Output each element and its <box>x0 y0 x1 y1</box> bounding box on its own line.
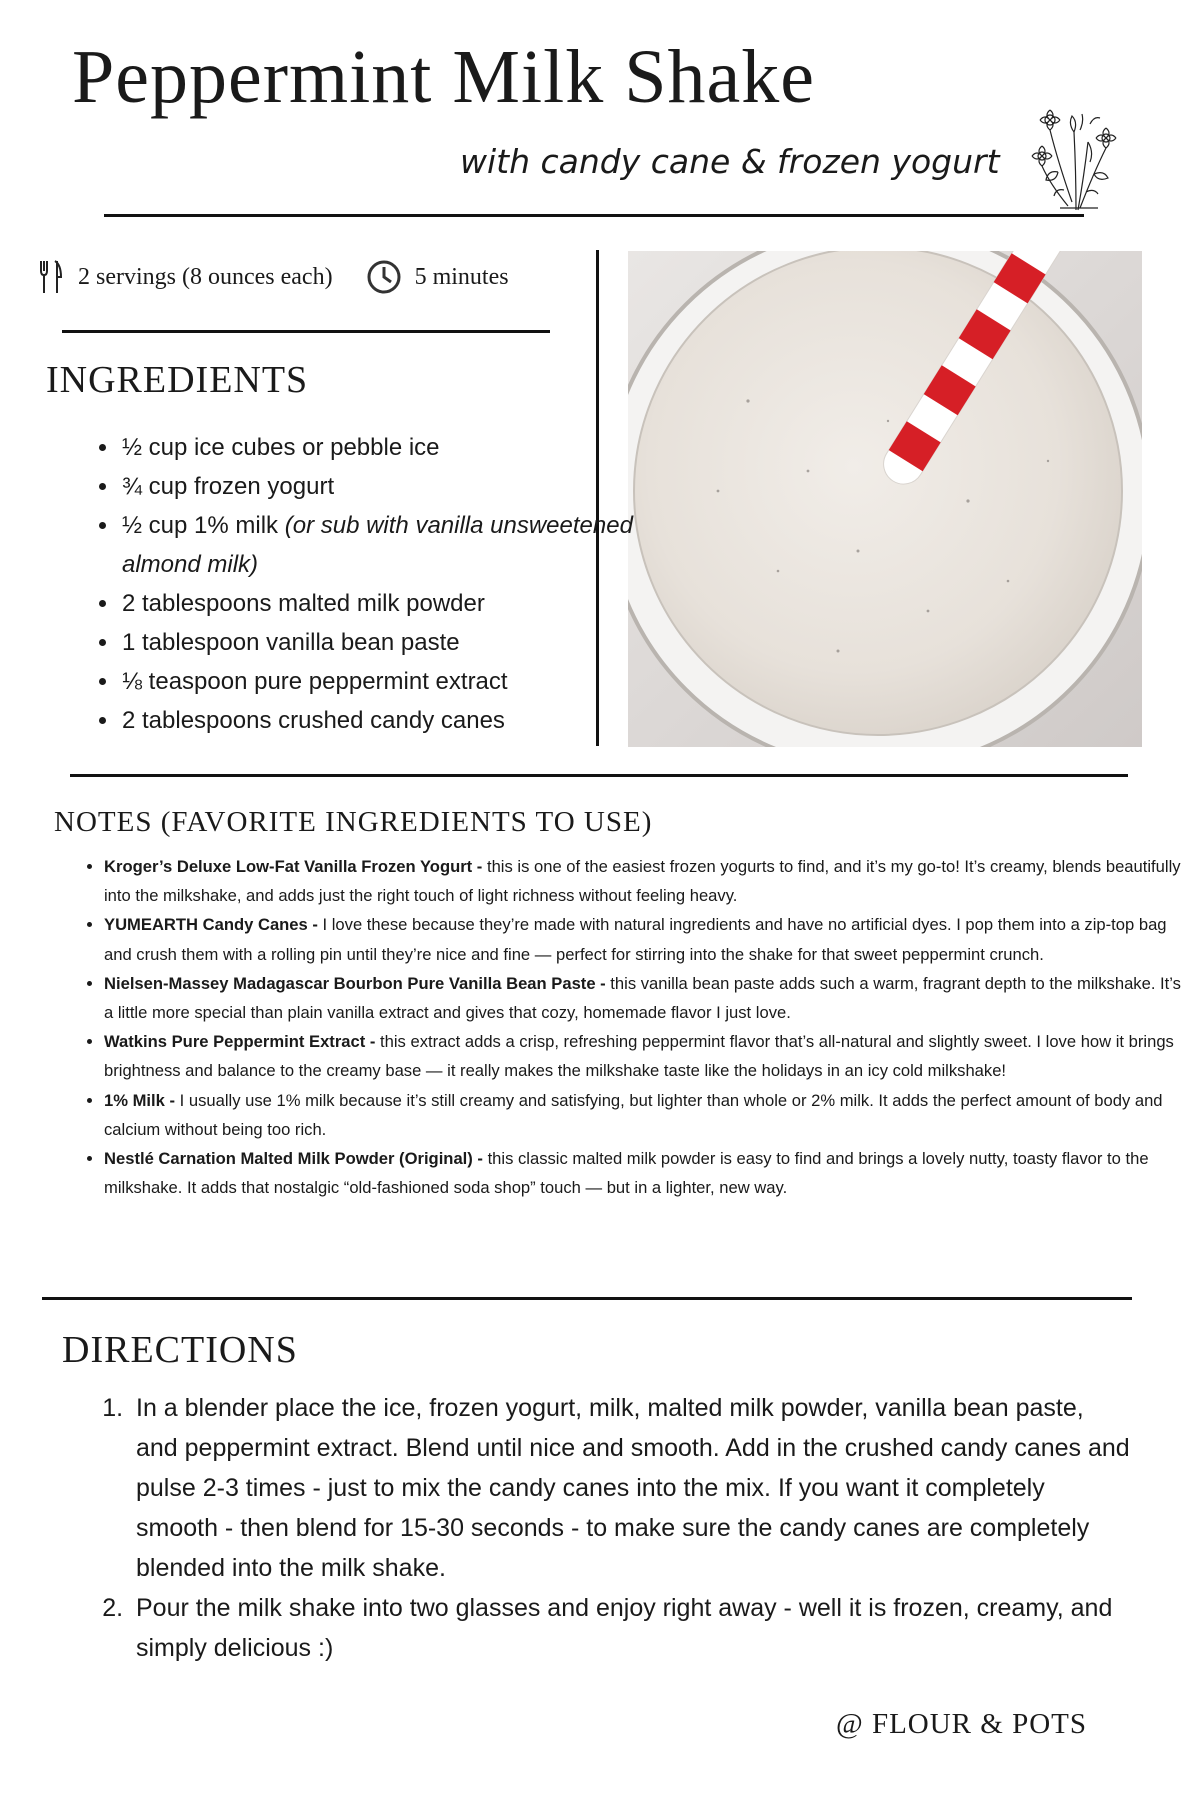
ingredient-item: • ½ cup ice cubes or pebble ice <box>120 428 640 467</box>
direction-step: 2. Pour the milk shake into two glasses and enjoy right away - well it is frozen, creamy, and simply delicious :) <box>130 1588 1130 1668</box>
notes-list <box>60 852 1184 1202</box>
header-divider <box>104 214 1084 217</box>
note-item: • Watkins Pure Peppermint Extract - this extract adds a crisp, refreshing peppermint flavor that’s all-natural and slightly sweet. I love how it brings brightness and balance to the creamy base — it really makes the milkshake taste like the holidays in an icy cold milkshake! <box>104 1027 1184 1085</box>
ingredients-list <box>72 428 640 740</box>
section-divider <box>70 774 1128 777</box>
wildflower-illustration-icon <box>1028 102 1130 214</box>
ingredient-item: • 1 tablespoon vanilla bean paste <box>120 623 640 662</box>
ingredient-item: • 2 tablespoons crushed candy canes <box>120 701 640 740</box>
directions-list <box>108 1388 1130 1668</box>
milkshake-photo <box>628 251 1142 747</box>
page-subtitle: with candy cane & frozen yogurt <box>460 142 1000 181</box>
page-title: Peppermint Milk Shake <box>72 35 815 119</box>
ingredient-substitution-note: (or sub with vanilla unsweetened almond milk) <box>122 512 633 578</box>
credit-text: @ FLOUR & POTS <box>836 1708 1087 1740</box>
section-divider <box>42 1297 1132 1300</box>
note-item: • YUMEARTH Candy Canes - I love these because they’re made with natural ingredients and have no artificial dyes. I pop them into a zip-top bag and crush them with a rolling pin until they’re nice and fine — perfect for stirring into the shake for that sweet peppermint crunch. <box>104 910 1184 968</box>
ingredients-heading: INGREDIENTS <box>46 359 309 401</box>
clock-icon <box>365 258 403 296</box>
note-item: • 1% Milk - I usually use 1% milk because it’s still creamy and satisfying, but lighter than whole or 2% milk. It adds the perfect amount of body and calcium without being too rich. <box>104 1086 1184 1144</box>
direction-step: 1. In a blender place the ice, frozen yogurt, milk, malted milk powder, vanilla bean paste, and peppermint extract. Blend until nice and smooth. Add in the crushed candy canes and pulse 2-3 times - just to mix the candy canes into the mix. If you want it completely smooth - then blend for 15-30 seconds - to make sure the candy canes are completely blended into the milk shake. <box>130 1388 1130 1588</box>
notes-heading: NOTES (FAVORITE INGREDIENTS TO USE) <box>54 806 653 838</box>
meta-divider <box>62 330 550 333</box>
ingredient-item: • ⅛ teaspoon pure peppermint extract <box>120 662 640 701</box>
ingredient-item: • ¾ cup frozen yogurt <box>120 467 640 506</box>
ingredient-item: • ½ cup 1% milk (or sub with vanilla unsweetened almond milk) <box>120 506 640 584</box>
note-item: • Nestlé Carnation Malted Milk Powder (Original) - this classic malted milk powder is easy to find and brings a lovely nutty, toasty flavor to the milkshake. It adds that nostalgic “old-fashioned soda shop” touch — but in a lighter, new way. <box>104 1144 1184 1202</box>
servings-text: 2 servings (8 ounces each) <box>78 263 333 290</box>
ingredient-item: • 2 tablespoons malted milk powder <box>120 584 640 623</box>
directions-heading: DIRECTIONS <box>62 1329 298 1371</box>
recipe-meta <box>36 252 556 302</box>
time-text: 5 minutes <box>414 263 509 290</box>
fork-knife-icon <box>36 257 66 297</box>
note-item: • Kroger’s Deluxe Low-Fat Vanilla Frozen Yogurt - this is one of the easiest frozen yogurts to find, and it’s my go-to! It’s creamy, blends beautifully into the milkshake, and adds just the right touch of light richness without feeling heavy. <box>104 852 1184 910</box>
note-item: • Nielsen-Massey Madagascar Bourbon Pure Vanilla Bean Paste - this vanilla bean paste adds such a warm, fragrant depth to the milkshake. It’s a little more special than plain vanilla extract and gives that cozy, homemade flavor I just love. <box>104 969 1184 1027</box>
